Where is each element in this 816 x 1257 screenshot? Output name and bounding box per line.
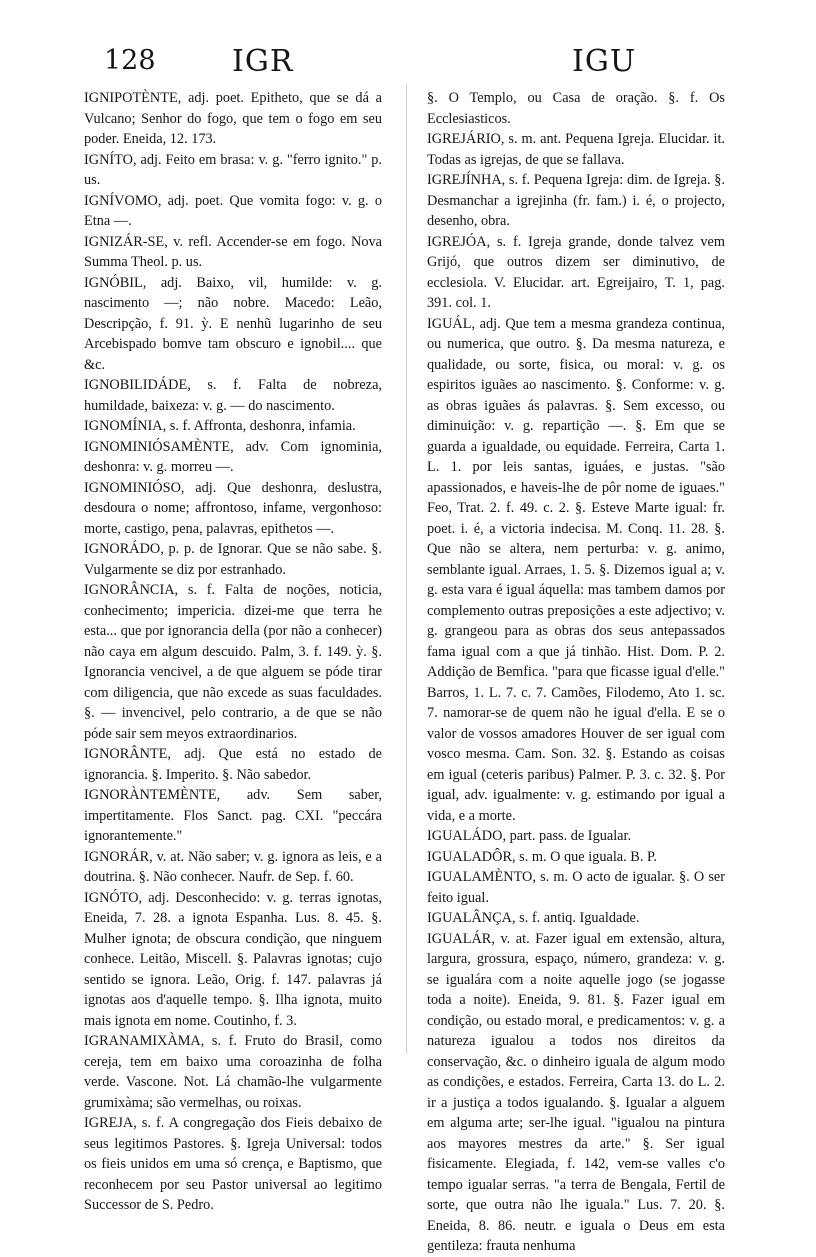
page-number: 128 [104,45,156,76]
entry-ignominiosamente: IGNOMINIÓSAMÈNTE, adv. Com ignominia, deshonra: v. g. morreu —. [84,438,382,475]
left-column [84,88,382,1213]
entry-igrejoa: IGREJÓA, s. f. Igreja grande, donde talvez vem Grijó, que outros dizem ser diminutivo, de ecclesiola. V. Elucidar. art. Egreijairo, T. 1, pag. 391. col. 1. [427,233,725,311]
entry-igranamixama: IGRANAMIXÀMA, s. f. Fruto do Brasil, como cereja, tem em baixo uma coroazinha de folha verde. Vascone. Not. Lá chamão-lhe vulgarmente grumixàma; são vermelhas, ou roixas. [84,1033,382,1111]
entry-ignoto: IGNÓTO, adj. Desconhecido: v. g. terras ignotas, Eneida, 7. 28. a ignota Espanha. Lus. 8. 45. §. Mulher ignota; de obscura condição, que ninguem conhece. Leitão, Miscell. §. Palavras ignotas; cujo sentido se ignora. Leão, Orig. f. 147. palavras já ignotas aos d'aquelle tempo. §. Ilha ignota, muito mais ignota em nome. Coutinho, f. 3. [84,889,382,1029]
entry-ignivomo: IGNÍVOMO, adj. poet. Que vomita fogo: v. g. o Etna —. [84,192,382,229]
entry-ignobilidade: IGNOBILIDÁDE, s. f. Falta de nobreza, humildade, baixeza: v. g. — do nascimento. [84,377,382,414]
entry-ignito: IGNÍTO, adj. Feito em brasa: v. g. "ferro ignito." p. us. [84,151,382,188]
column-divider [406,84,407,1054]
left-guide-word: IGR [232,44,294,79]
entry-ignorancia: IGNORÂNCIA, s. f. Falta de noções, noticia, conhecimento; impericia. dizei-me que terra he esta... que por ignorancia della (por não a conhecer) não caya em algum descuido. Palm, 3. f. 149. ỳ. §. Ignorancia vencivel, a de que alguem se póde tirar com diligencia, que não excede as suas faculdades. §. — invencivel, pelo contrario, a de que se não póde sair sem meyos extraordinarios. [84,582,382,742]
entry-ignobil: IGNÓBIL, adj. Baixo, vil, humilde: v. g. nascimento —; não nobre. Macedo: Leão, Descripção, f. 91. ỳ. E nenhũ lugarinho de seu Arcebispado bomve tam obscuro e ignobil.... que &c. [84,274,382,373]
entry-igualar: IGUALÁR, v. at. Fazer igual em extensão, altura, largura, grossura, espaço, número, grandeza: v. g. se igualára com a noite aquelle jogo (se jogasse toda a noite). Eneida, 9. 81. §. Fazer igual em condição, ou estado moral, e predicamentos: v. g. a natureza igualou a todos nos direitos da conservação, &c. o dinheiro iguala de algum modo as condições, e estados. Ferreira, Carta 13. do L. 2. ir a justiça a todos igualando. §. Igualar a alguem em alguma arte; ser-lhe igual. "igualou na pintura aos mayores mestres da arte." §. Ser igual fisicamente. Elegiada, f. 142, vem-se valles c'o tempo igualar serras. "a terra de Bengala, Fertil de sorte, que outra não lhe iguala." Lus. 7. 20. §. Eneida, 8. 86. neutr. e iguala o Deus em esta gentileza: frauta nenhuma [427,930,725,1254]
entry-igrejario: IGREJÁRIO, s. m. ant. Pequena Igreja. Elucidar. it. Todas as igrejas, de que se fallava. [427,131,725,168]
entry-ignorante: IGNORÂNTE, adj. Que está no estado de ignorancia. §. Imperito. §. Não sabedor. [84,746,382,783]
entry-ignorantemente: IGNORÀNTEMÈNTE, adv. Sem saber, impertitamente. Flos Sanct. pag. CXI. "peccára ignorantemente." [84,787,382,844]
entry-ignominia: IGNOMÍNIA, s. f. Affronta, deshonra, infamia. [84,418,356,434]
entry-igualado: IGUALÁDO, part. pass. de Igualar. [427,828,632,844]
entry-ignorar: IGNORÁR, v. at. Não saber; v. g. ignora as leis, e a doutrina. §. Não conhecer. Naufr. de Sep. f. 60. [84,848,382,885]
entry-igualanca: IGUALÂNÇA, s. f. antiq. Igualdade. [427,910,640,926]
page-header [0,40,816,90]
entry-igualamento: IGUALAMÈNTO, s. m. O acto de igualar. §. O ser feito igual. [427,869,725,906]
entry-ignipotente: IGNIPOTÈNTE, adj. poet. Epitheto, que se dá a Vulcano; Senhor do fogo, que tem o fogo em seu poder. Eneida, 12. 173. [84,90,382,147]
entry-ignorado: IGNORÁDO, p. p. de Ignorar. Que se não sabe. §. Vulgarmente se diz por estranhado. [84,541,382,578]
entry-igual: IGUÁL, adj. Que tem a mesma grandeza continua, ou numerica, que outro. §. Da mesma natureza, e qualidade, ou sorte, fisica, ou moral: v. g. os espiritos iguães ao nascimento. §. Conforme: v. g. as obras iguães ás palavras. §. Sem excesso, ou diminuição: v. g. repartição —. §. Em que se guarda a igualdade, ou equidade. Ferreira, Carta 1. L. 1. por leis santas, iguáes, e justas. "são apassionados, e haveis-lhe de pôr nome de iguaes." Feo, Trat. 2. f. 49. c. 2. §. Esteve Marte igual: fr. poet. i. é, a victoria indecisa. M. Conq. 11. 28. §. Que não se altera, nem perturba: v. g. animo, semblante igual. Arraes, 1. 5. §. Dizemos igual a; v. g. esta vara é igual áquella: mas tambem damos por complemento outras preposições a este adjectivo; v. g. grangeou para as obras dos seus antepassados fama igual com a que já tinhão. Hist. Dom. P. 2. Addição de Bemfica. "para que ficasse igual d'elle." Barros, 1. L. 7. c. 7. Camões, Filodemo, Ato 1. sc. 7. namorar-se de quem não he igual d'ella. E se o valor de vossos amadores Houver de ser igual com vosco mesma. Cam. Son. 32. §. Estando as coisas em igual (ceteris paribus) Palmer. P. 3. c. 32. §. Por igual, adv. igualmente: v. g. estimando por igual a vida, e a morte. [427,315,725,824]
entry-igreja-continued: §. O Templo, ou Casa de oração. §. f. Os Ecclesiasticos. [427,90,725,127]
entry-ignominioso: IGNOMINIÓSO, adj. Que deshonra, deslustra, desdoura o nome; affrontoso, infame, vergonhoso: morte, castigo, pena, palavras, epithetos —. [84,479,382,537]
entry-igrejinha: IGREJÍNHA, s. f. Pequena Igreja: dim. de Igreja. §. Desmanchar a igrejinha (fr. fam.) i. é, o projecto, desenho, obra. [427,172,725,229]
right-guide-word: IGU [572,44,637,79]
entry-igualador: IGUALADÔR, s. m. O que iguala. B. P. [427,848,657,865]
entry-igreja: IGREJA, s. f. A congregação dos Fieis debaixo de seus legitimos Pastores. §. Igreja Universal: todos os fieis unidos em uma só crença, e Baptismo, que reconhecem por seu Pastor universal ao legitimo Successor de S. Pedro. [84,1115,382,1213]
entry-ignizar-se: IGNIZÁR-SE, v. refl. Accender-se em fogo. Nova Summa Theol. p. us. [84,233,382,270]
right-column [427,88,725,1254]
